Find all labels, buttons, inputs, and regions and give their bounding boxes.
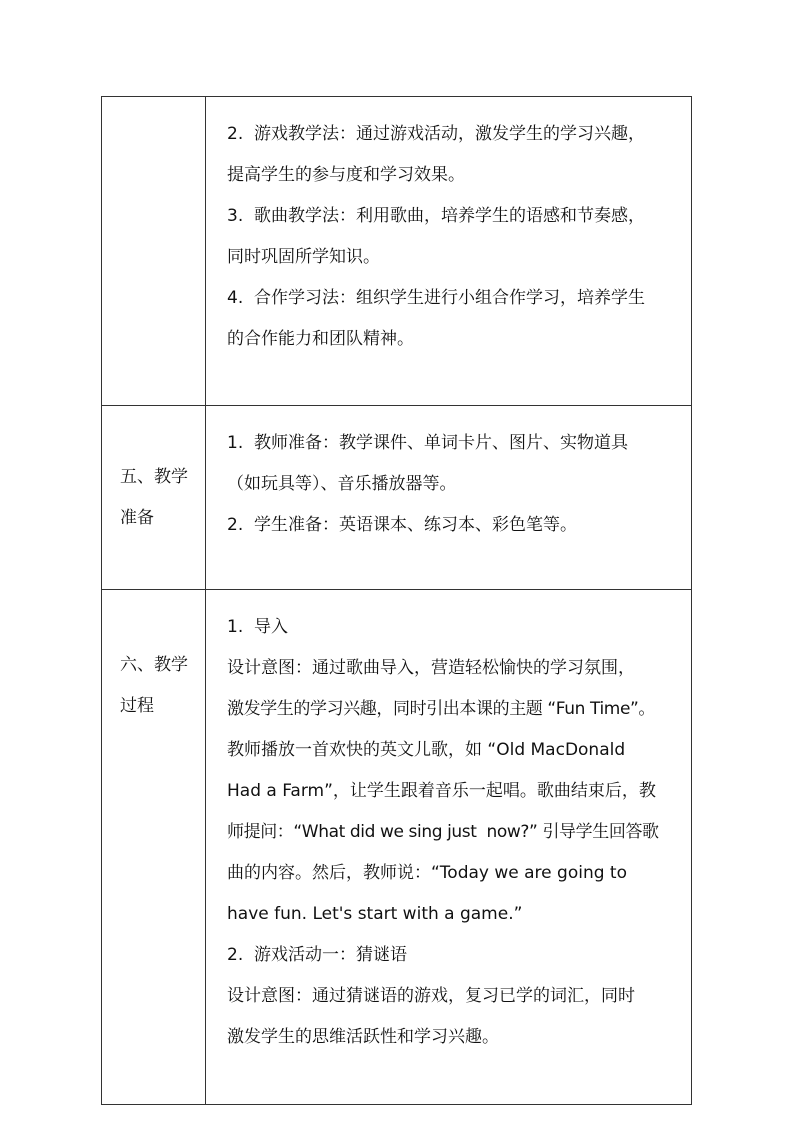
paragraph: 曲的内容。然后，教师说：“Today we are going to [227,863,627,883]
row-heading-line: 六、教学 [120,655,188,675]
paragraph: 2. 学生准备：英语课本、练习本、彩色笔等。 [227,515,578,535]
row-body-cell [206,590,692,1105]
row-heading [102,457,205,539]
paragraph: have fun. Let's start with a game.” [227,904,523,924]
row-heading-cell [102,406,206,590]
row-heading [102,645,205,727]
paragraph: 的合作能力和团队精神。 [227,329,414,349]
table-row [102,97,692,406]
paragraph: 3. 歌曲教学法：利用歌曲，培养学生的语感和节奏感， [227,206,646,226]
paragraph: 师提问：“What did we sing just now?” 引导学生回答歌 [227,822,659,842]
row-heading-cell [102,97,206,406]
paragraph: 激发学生的学习兴趣，同时引出本课的主题 “Fun Time”。 [227,699,656,719]
row-heading-cell [102,590,206,1105]
paragraph: 1. 导入 [227,617,289,637]
table-row [102,590,692,1105]
paragraph: 同时巩固所学知识。 [227,247,380,267]
paragraph: 教师播放一首欢快的英文儿歌，如 “Old MacDonald [227,740,626,760]
table-row [102,406,692,590]
row-body-cell [206,97,692,406]
lesson-plan-table [101,96,692,1105]
row-heading-line: 五、教学 [120,466,188,487]
paragraph: 设计意图：通过猜谜语的游戏，复习已学的词汇，同时 [227,986,635,1006]
paragraph: Had a Farm”，让学生跟着音乐一起唱。歌曲结束后，教 [227,781,656,801]
row-heading-line: 过程 [120,696,154,716]
paragraph: 4. 合作学习法：组织学生进行小组合作学习，培养学生 [227,288,646,308]
paragraph: 提高学生的参与度和学习效果。 [227,165,465,185]
row-heading-line: 准备 [120,507,154,528]
paragraph: 2. 游戏教学法：通过游戏活动，激发学生的学习兴趣， [227,124,646,144]
paragraph: （如玩具等）、音乐播放器等。 [227,474,457,494]
paragraph: 1. 教师准备：教学课件、单词卡片、图片、实物道具 [227,433,629,453]
paragraph: 激发学生的思维活跃性和学习兴趣。 [227,1027,499,1047]
paragraph: 设计意图：通过歌曲导入，营造轻松愉快的学习氛围， [227,658,635,678]
row-body-cell [206,406,692,590]
paragraph: 2. 游戏活动一：猜谜语 [227,945,408,965]
